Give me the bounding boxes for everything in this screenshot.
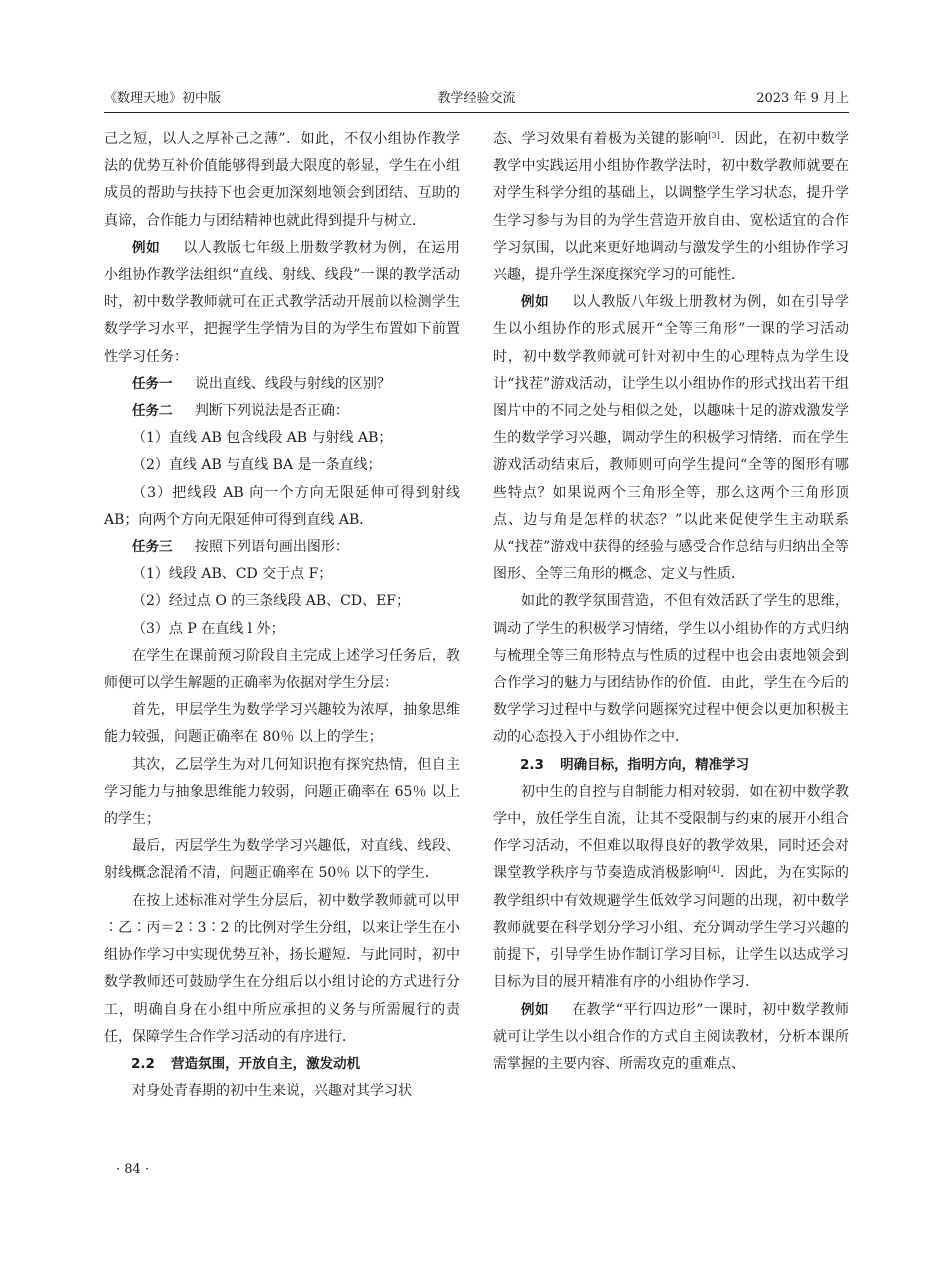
section-title: 营造氛围，开放自主，激发动机 (171, 1055, 361, 1072)
paragraph: 己之短，以人之厚补己之薄”．如此，不仅小组协作教学法的优势互补价值能够得到最大限度的彰显，学生在小组成员的帮助与扶持下也会更加深刻地领会到团结、互助的真谛，合作能力与团结精神也就此得到提升与树立． (104, 131, 460, 229)
paragraph-text: ．因此，为在实际的教学组织中有效规避学生低效学习问题的出现，初中数学教师就要在科学划分学习小组、充分调动学生学习兴趣的前提下，引导学生协作制订学习目标，让学生以达成学习目标为目的展开精准有序的小组协作学习． (493, 865, 850, 991)
task-2 (104, 398, 460, 425)
section-heading-2-3 (493, 752, 849, 779)
journal-name: 《数理天地》初中版 (104, 91, 222, 106)
issue-date: 2023 年 9 月上 (756, 91, 849, 106)
reference-4: [4] (708, 865, 720, 875)
page-number: · 84 · (116, 1162, 150, 1177)
task-3-item: （3）点 P 在直线 l 外； (132, 620, 285, 637)
task-2-item: （3）把线段 AB 向一个方向无限延伸可得到射线 AB；向两个方向无限延伸可得到直线 AB． (104, 484, 460, 528)
right-column (493, 126, 849, 1078)
paragraph: 在学生在课前预习阶段自主完成上述学习任务后，教师便可以学生解题的正确率为依据对学生分层： (104, 647, 460, 692)
task-label: 任务三 (132, 539, 173, 556)
section-title: 明确目标，指明方向，精准学习 (560, 756, 750, 773)
paragraph (493, 779, 849, 997)
example-text: 以人教版七年级上册数学教材为例，在运用小组协作教学法组织“直线、射线、线段”一课的教学活动时，初中数学教师就可在正式教学活动开展前以检测学生数学学习水平，把握学生学情为目的为学生布置如下前置性学习任务： (104, 239, 461, 365)
example-text: 以人教版八年级上册教材为例，如在引导学生以小组协作的形式展开“全等三角形”一课的学习活动时，初中数学教师就可针对初中生的心理特点为学生设计“找茬”游戏活动，让学生以小组协作的形式找出若干组图片中的不同之处与相似之处，以趣味十足的游戏激发学生的数学学习兴趣，调动学生的积极学习情绪．而在学生游戏活动结束后，教师则可向学生提问“全等的图形有哪些特点？如果说两个三角形全等，那么这两个三角形顶点、边与角是怎样的状态？”以此来促使学生主动联系从“找茬”游戏中获得的经验与感受合作总结与归纳出全等图形、全等三角形的概念、定义与性质． (493, 294, 850, 583)
example-label: 例如 (132, 239, 161, 256)
paragraph: 对身处青春期的初中生来说，兴趣对其学习状 (132, 1083, 412, 1100)
paragraph-text: ．因此，在初中数学教学中实践运用小组协作教学法时，初中数学教师就要在对学生科学分组的基础上，以调整学生学习状态，提升学生学习参与为目的为学生营造开放自由、宽松适宜的合作学习氛围，以此来更好地调动与激发学生的小组协作学习兴趣，提升学生深度探究学习的可能性． (493, 131, 850, 284)
left-column (104, 126, 460, 1105)
paragraph: 其次，乙层学生为对几何知识抱有探究热情，但自主学习能力与抽象思维能力较弱，问题正确率在 65％ 以上的学生； (104, 756, 460, 828)
task-3 (104, 534, 460, 561)
section-heading-2-2 (104, 1051, 460, 1078)
task-text: 说出直线、线段与射线的区别？ (194, 375, 391, 392)
section-number: 2.2 (131, 1055, 155, 1072)
task-2-item: （1）直线 AB 包含线段 AB 与射线 AB； (132, 430, 393, 447)
reference-3: [3] (708, 131, 720, 140)
paragraph: 在按上述标准对学生分层后，初中数学教师就可以甲∶乙∶丙＝2∶3∶2 的比例对学生分组，以来让学生在小组协作学习中实现优势互补，扬长避短．与此同时，初中数学教师还可鼓励学生在分组后以小组讨论的方式进行分工，明确自身在小组中所应承担的义务与所需履行的责任，保障学生合作学习活动的有序进行． (104, 892, 460, 1045)
section-number: 2.3 (520, 756, 544, 773)
paragraph: 最后，丙层学生为数学学习兴趣低，对直线、线段、射线概念混淆不清，问题正确率在 50％ 以下的学生． (104, 838, 460, 882)
task-2-item: （2）直线 AB 与直线 BA 是一条直线； (132, 457, 382, 474)
section-title: 教学经验交流 (437, 91, 516, 106)
paragraph: 首先，甲层学生为数学学习兴趣较为浓厚，抽象思维能力较强，问题正确率在 80％ 以上的学生； (104, 702, 460, 746)
example-text: 在教学“平行四边形”一课时，初中数学教师就可让学生以小组合作的方式自主阅读教材，分析本课所需掌握的主要内容、所需攻克的重难点、 (493, 1001, 849, 1072)
task-text: 按照下列语句画出图形： (194, 539, 349, 556)
example-paragraph (493, 289, 849, 588)
paragraph-text: 初中生的自控与自制能力相对较弱．如在初中数学教学中，放任学生自流，让其不受限制与约束的展开小组合作学习活动，不但难以取得良好的教学效果，同时还会对课堂教学秩序与节奏造成消极影响 (493, 783, 849, 882)
task-text: 判断下列说法是否正确： (194, 403, 349, 420)
task-label: 任务二 (132, 403, 173, 420)
example-label: 例如 (521, 294, 550, 311)
task-label: 任务一 (132, 375, 173, 392)
running-header (104, 88, 849, 110)
paragraph: 如此的教学氛围营造，不但有效活跃了学生的思维，调动了学生的积极学习情绪，学生以小组协作的方式归纳与梳理全等三角形特点与性质的过程中也会由衷地领会到合作学习的魅力与团结协作的价值．由此，学生在今后的数学学习过程中与数学问题探究过程中便会以更加积极主动的心态投入于小组协作之中． (493, 593, 849, 746)
example-paragraph (104, 235, 460, 371)
paragraph (493, 126, 849, 289)
task-3-item: （2）经过点 O 的三条线段 AB、CD、EF； (132, 593, 411, 610)
header-rule (104, 112, 849, 113)
task-1 (104, 371, 460, 398)
task-3-item: （1）线段 AB、CD 交于点 F； (132, 566, 333, 583)
paragraph-text: 态、学习效果有着极为关键的影响 (493, 131, 709, 147)
example-label: 例如 (521, 1001, 550, 1018)
example-paragraph (493, 997, 849, 1079)
